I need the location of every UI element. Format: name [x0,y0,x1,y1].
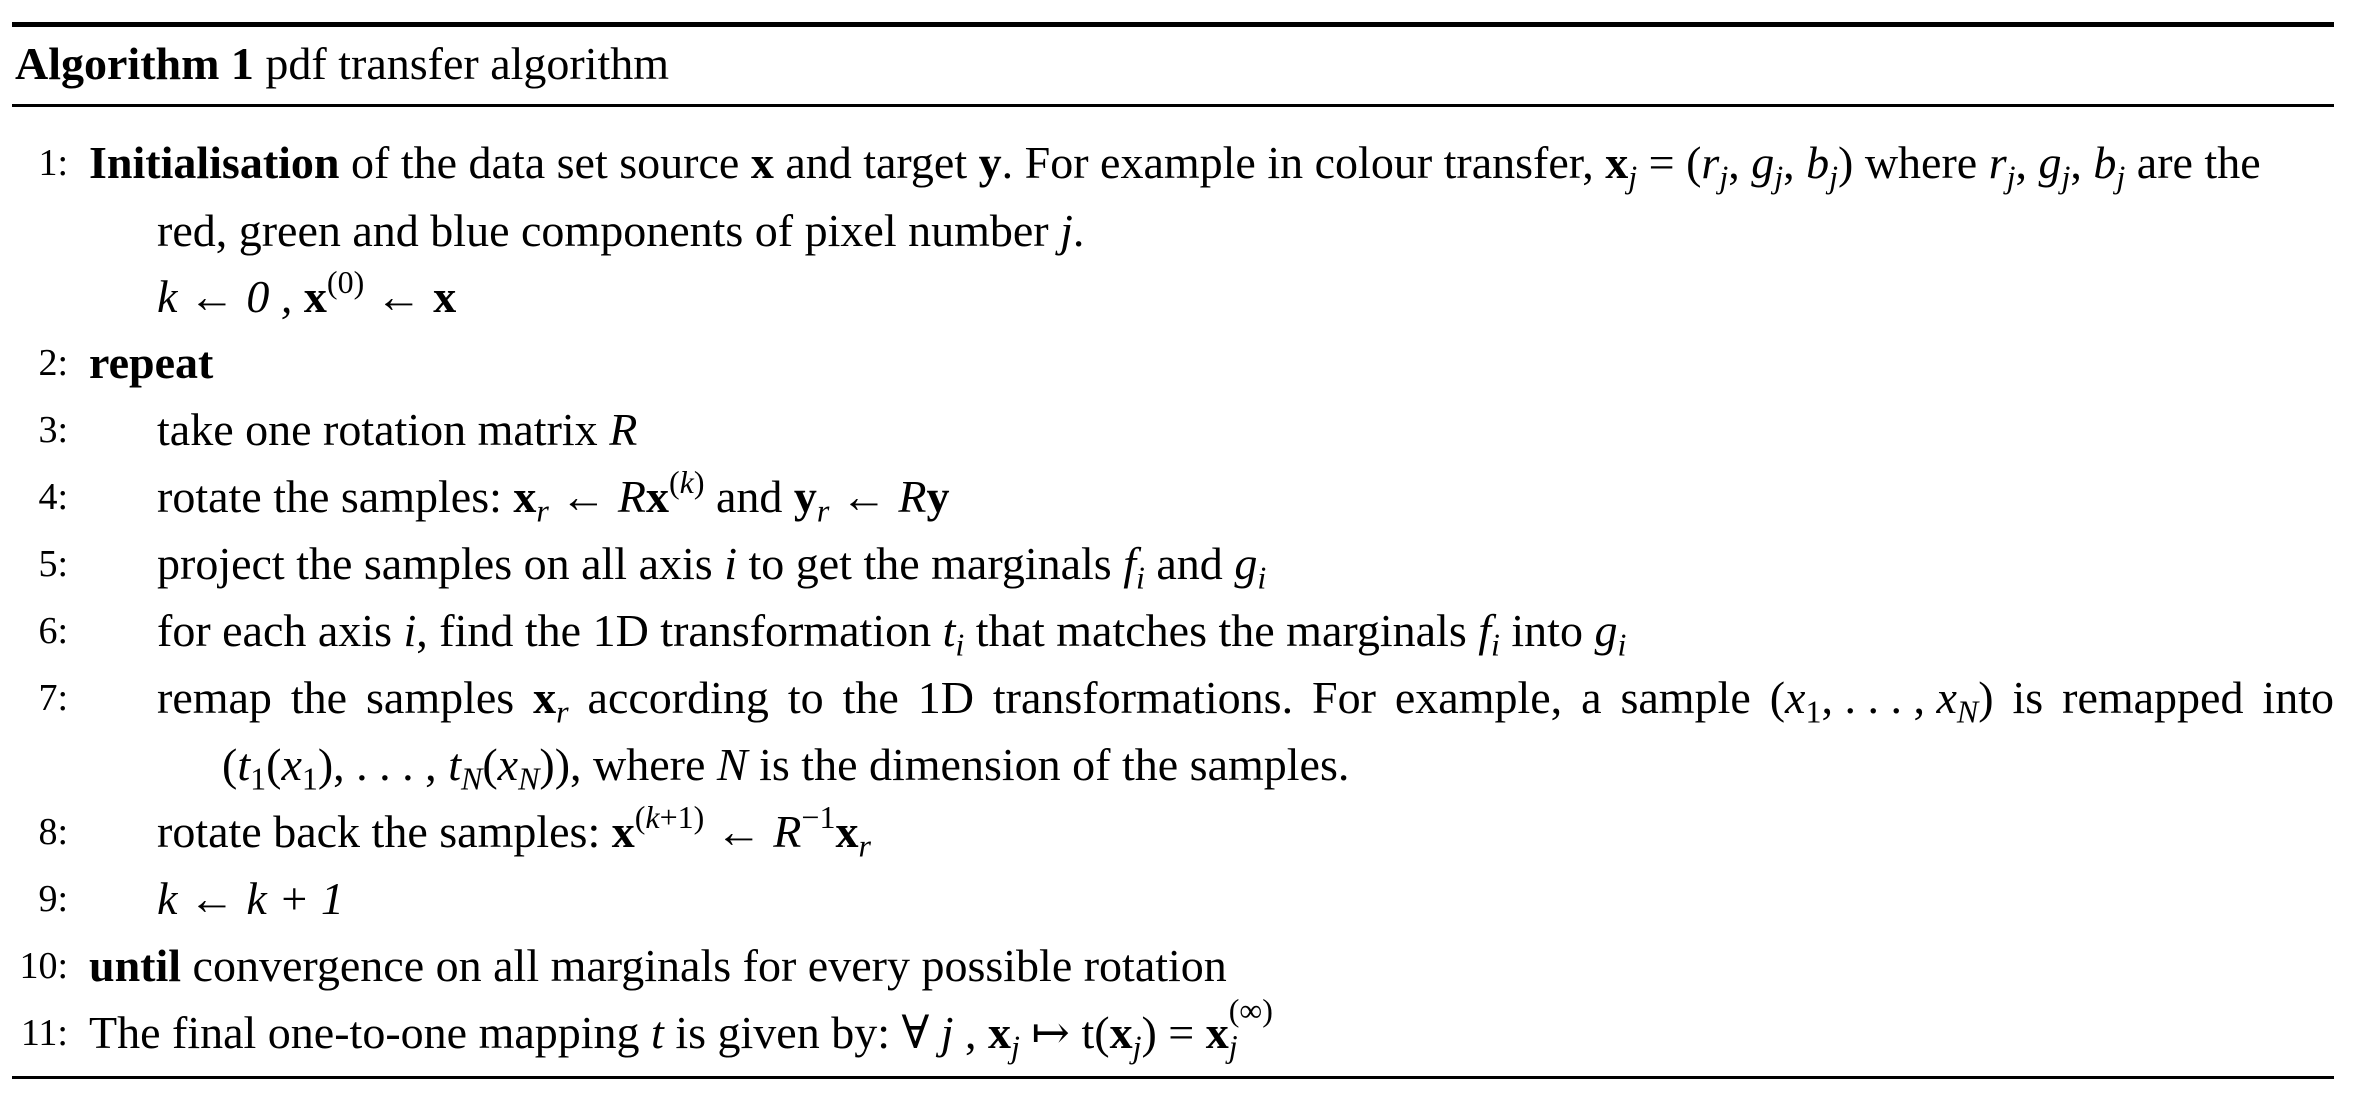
caption-rule [12,104,2334,107]
algorithm-title: pdf transfer algorithm [265,38,670,89]
line-number: 5: [38,543,68,585]
repeat-keyword: repeat [89,337,214,388]
step-text: k ← 0 , $x^{(0)}$ ← x [157,263,457,322]
bottom-rule [12,1076,2334,1079]
step-text: project the samples on all axis i to get the marginals $f_i$ and $g_i$ [157,538,1267,596]
top-rule [12,22,2334,27]
algorithm-label: Algorithm 1 [15,38,254,89]
line-number: 2: [38,342,68,384]
line-number: 4: [38,476,68,518]
line-number: 9: [38,878,68,920]
step-7 [12,665,2334,731]
line-number: 11: [20,1012,68,1054]
line-number: 3: [38,409,68,451]
step-1 [12,130,2334,196]
step-text: ($t_1(x_1)$, . . . , $t_N(x_N)$), where N is the dimension of the samples. [222,739,1350,797]
line-number: 8: [38,811,68,853]
step-text: until convergence on all marginals for every possible rotation [89,940,1227,991]
line-number: 1: [38,142,68,184]
algorithm-block [12,22,2334,1080]
step-text: rotate back the samples: $x^{(k+1)}$ ← $R^{-1}x_r$ [157,798,871,864]
line-number: 10: [19,945,68,987]
step-text: remap the samples $x_r$ according to the 1D transformations. For example, a sample ($x_1$, . . . , $x_N$) is remapped into [157,672,2334,730]
step-text: The final one-to-one mapping t is given by: ∀ j , $x_j$ ↦ $t(x_j) = x$ (∞) j [89,992,1273,1065]
line-number: 6: [38,610,68,652]
step-text: take one rotation matrix R [157,404,638,455]
algorithm-caption [15,34,669,94]
step-text: red, green and blue components of pixel number j. [157,205,1085,256]
line-number: 7: [38,677,68,719]
step-text: rotate the samples: $x_r$ ← Rx$^{(k)}$ and $y_r$ ← Ry [157,463,950,529]
step-text: Initialisation of the data set source x and target y. For example in colour transfer, $x_j = (r_j$, $g_j$, $b_j$) where $r_j$, $g_j$, $b_j$ are the [89,137,2261,195]
step-text: k ← k + 1 [157,873,344,924]
step-text: for each axis i, find the 1D transformation $t_i$ that matches the marginals $f_i$ into $g_i$ [157,605,1627,663]
